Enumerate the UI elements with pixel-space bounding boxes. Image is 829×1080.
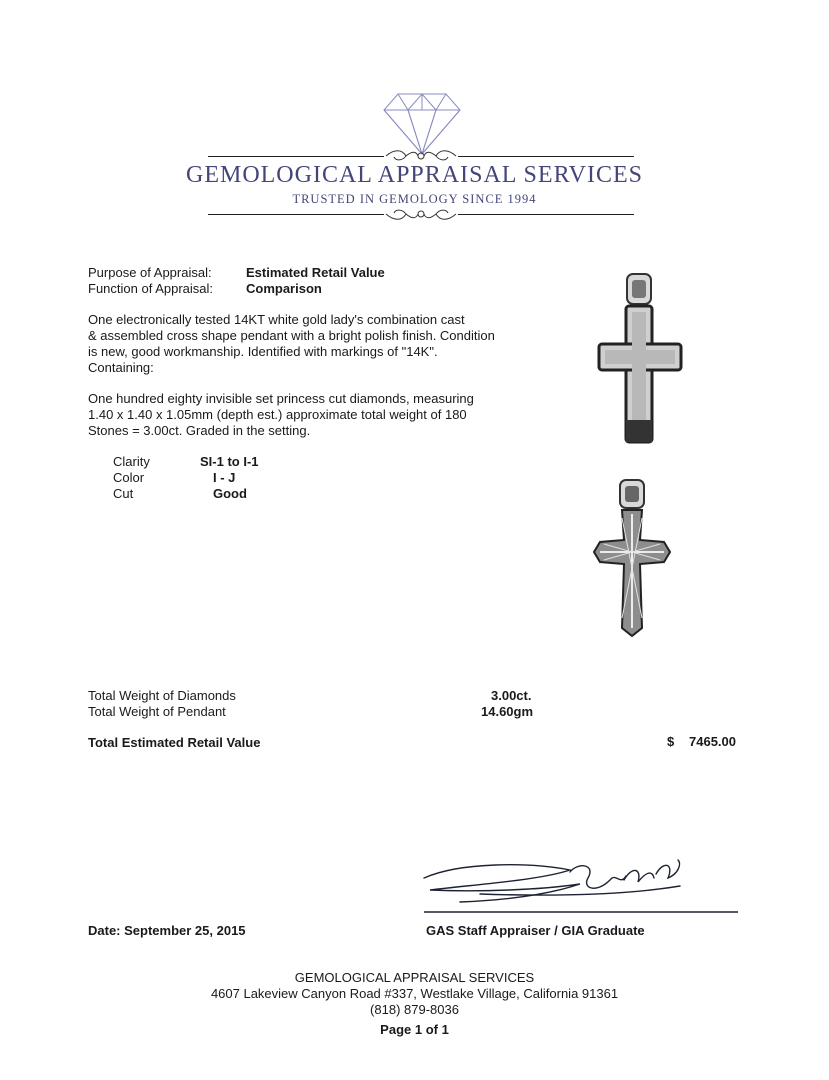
function-label: Function of Appraisal:: [88, 281, 214, 296]
grade-value-color: I - J: [213, 470, 236, 485]
retail-value-amount: 7465.00: [689, 734, 736, 749]
purpose-label: Purpose of Appraisal:: [88, 265, 212, 280]
signature-mark: [420, 856, 740, 920]
retail-value-label: Total Estimated Retail Value: [88, 735, 261, 750]
total-diamonds-value: 3.00ct.: [491, 688, 532, 703]
appraisal-date: Date: September 25, 2015: [88, 923, 246, 938]
stones-line-3: Stones = 3.00ct. Graded in the setting.: [88, 423, 311, 438]
signer-title: GAS Staff Appraiser / GIA Graduate: [426, 923, 645, 938]
purpose-value: Estimated Retail Value: [246, 265, 385, 280]
flourish-top-icon: [384, 149, 458, 163]
header-rule-bottom-left: [208, 214, 384, 215]
footer-address: 4607 Lakeview Canyon Road #337, Westlake Village, California 91361: [210, 986, 619, 1001]
description-line-2: & assembled cross shape pendant with a bright polish finish. Condition: [88, 328, 495, 343]
total-pendant-value: 14.60gm: [481, 704, 534, 719]
grade-value-cut: Good: [213, 486, 247, 501]
pendant-photo-front: [595, 270, 685, 450]
header-rule-bottom-right: [458, 214, 634, 215]
flourish-bottom-icon: [384, 207, 458, 221]
header-rule-top-left: [208, 156, 384, 157]
retail-currency: $: [667, 734, 675, 749]
total-diamonds-label: Total Weight of Diamonds: [88, 688, 236, 703]
footer-company: GEMOLOGICAL APPRAISAL SERVICES: [294, 970, 535, 985]
grade-label-cut: Cut: [113, 486, 134, 501]
grade-label-clarity: Clarity: [113, 454, 150, 469]
description-line-1: One electronically tested 14KT white gold lady's combination cast: [88, 312, 465, 327]
footer-phone: (818) 879-8036: [370, 1002, 459, 1017]
pendant-photo-back: [592, 478, 672, 638]
stones-line-1: One hundred eighty invisible set princess cut diamonds, measuring: [88, 391, 474, 406]
letterhead-company-name: GEMOLOGICAL APPRAISAL SERVICES: [185, 162, 643, 188]
diamond-logo-icon: [382, 90, 462, 156]
grade-label-color: Color: [113, 470, 145, 485]
header-rule-top-right: [458, 156, 634, 157]
description-line-3: is new, good workmanship. Identified with markings of "14K".: [88, 344, 438, 359]
function-value: Comparison: [246, 281, 322, 296]
letterhead-tagline: TRUSTED IN GEMOLOGY SINCE 1994: [292, 192, 537, 206]
grade-value-clarity: SI-1 to I-1: [200, 454, 259, 469]
total-pendant-label: Total Weight of Pendant: [88, 704, 226, 719]
description-line-4: Containing:: [88, 360, 154, 375]
stones-line-2: 1.40 x 1.40 x 1.05mm (depth est.) approximate total weight of 180: [88, 407, 467, 422]
page-number: Page 1 of 1: [380, 1022, 449, 1037]
